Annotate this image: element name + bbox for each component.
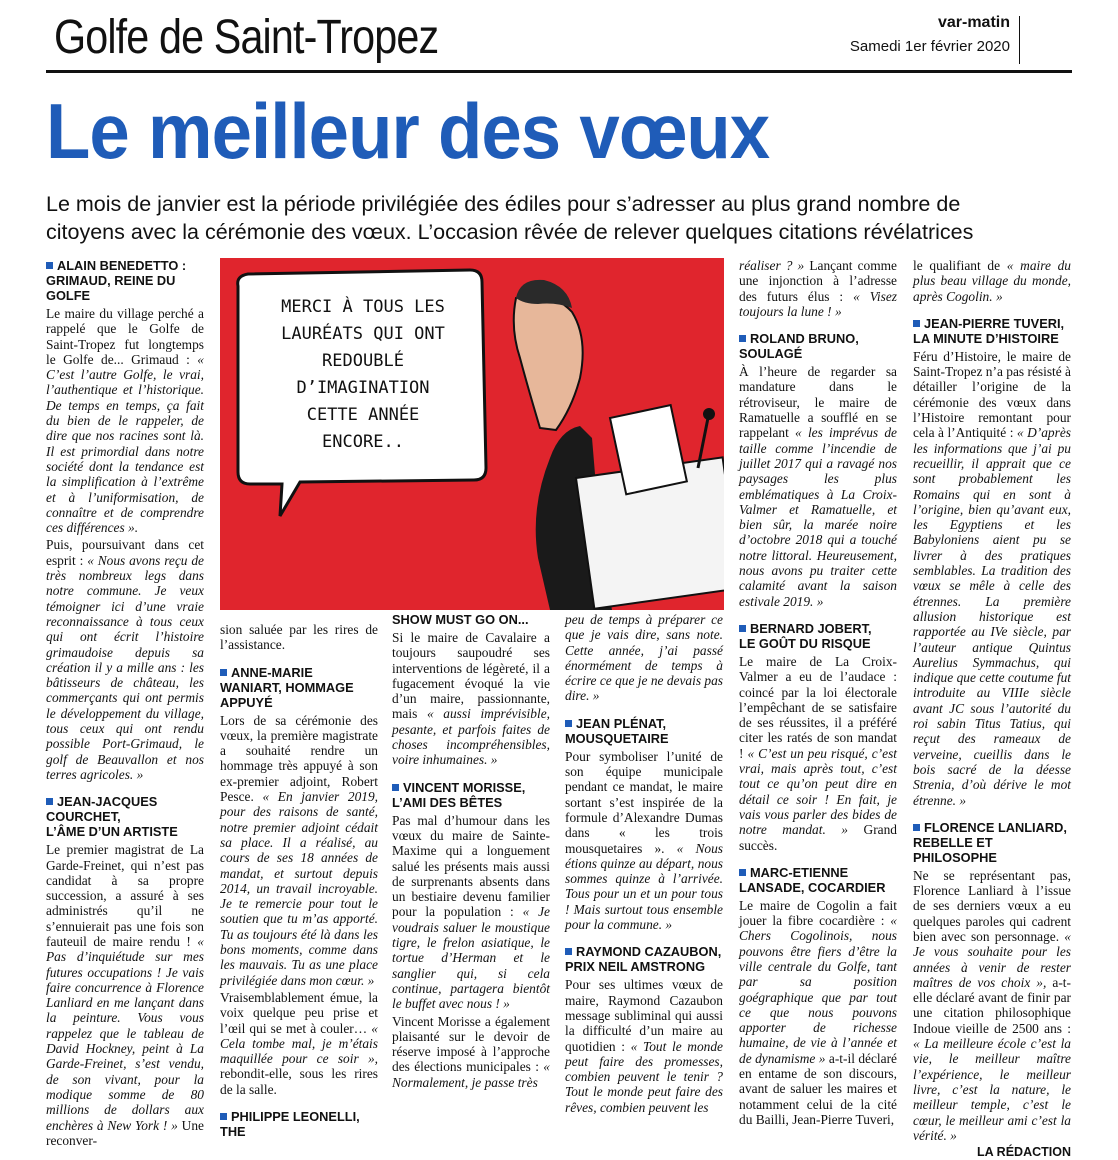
paragraph: le qualifiant de « maire du plus beau village du monde, après Cogolin. »: [913, 258, 1071, 304]
column-1: [46, 258, 204, 1150]
square-bullet-icon: [46, 262, 53, 269]
square-bullet-icon: [220, 1113, 227, 1120]
paragraph: Féru d’Histoire, le maire de Saint-Tropez n’a pas résisté à détailler l’origine de la cérémonie des vœux dans l’Histoire remontant pour cela à l’Antiquité : « D’après les informations que j’ai pu recueillir, il apprait que ce sont probablement les Romains qui en sont à l’origine, bien qu’avant eux, les Egyptiens et les Babyloniens aient pu se livrer à des pratiques semblables. La tradition des vœux se mêle à celle des étrennes. La première allusion historique est rapportée au IVe siècle, par l’auteur antique Quintus Aurelius Symmachus, qui indique que cette coutume fut introduite au VIIIe siècle avant JC sous l’autorité du roi sabin Titus Tatius, qui reçut des rameaux de verveine, cueillis dans le bois sacré de la déesse Strenia, d’où dérive le mot étrenne. »: [913, 348, 1071, 808]
paragraph: Le maire du village perché a rappelé que le Golfe de Saint-Tropez fut longtemps le Golfe de... Grimaud : « C’est l’autre Golfe, le vrai, l’authentique et l’historique. De temps en temps, ça fait du bien de le rappeler, de dire que nos racines sont là. Il est primordial dans notre société dont la tendance est la simplification à l’extrême et à l’uniformisation, de connaître et de comprendre ces différences ».: [46, 306, 204, 536]
subhead: ANNE-MARIE WANIART, HOMMAGE APPUYÉ: [220, 664, 354, 710]
paragraph: Vraisemblablement émue, la voix quelque peu prise et l’œil qui se met à couler… « Cela tombe mal, je m’étais maquillée pour ce soir », rebondit-elle, sous les rires de la salle.: [220, 989, 378, 1097]
square-bullet-icon: [913, 824, 920, 831]
lede-line: citoyens avec la cérémonie des vœux. L’occasion rêvée de relever quelques citations révélatrices: [46, 220, 974, 244]
square-bullet-icon: [739, 625, 746, 632]
column-4: [565, 612, 723, 1117]
paragraph: Vincent Morisse a également plaisanté sur le devoir de réserve imposé à l’approche des élections municipales : « Normalement, je passe très: [392, 1013, 550, 1090]
paragraph: Lors de sa cérémonie des vœux, la première magistrate a souhaité rendre un hommage très appuyé à son ex-premier adjoint, Robert Pesce. « En janvier 2019, pour des raisons de santé, notre premier adjoint cédait sa place. Il a réalisé, au cours de ses 18 années de mandat, et surtout depuis 2014, un travail incroyable. Je te remercie pour tout le soutien que tu m’as apporté. Tu as toujours été là dans les bons moments, comme dans les mauvais. Tu as une place privilégiée dans mon cœur. »: [220, 712, 378, 988]
subhead: VINCENT MORISSE, L’AMI DES BÊTES: [392, 779, 526, 810]
paragraph: Le maire de Cogolin a fait jouer la fibre cocardière : « Chers Cogolinois, nous pouvons être fiers d’être la ville centrale du Golfe, tant par sa position goégraphique que par tout ce que nous pouvons apporter de richesse humaine, de vie à l’année et de dynamisme » a-t-il déclaré en entame de son discours, avant de saluer les maires et notamment celui de la cité du Bailli, Jean-Pierre Tuveri,: [739, 897, 897, 1127]
paragraph: Ne se représentant pas, Florence Lanliard à l’issue de ses derniers vœux a eu quelques paroles qui cadrent bien avec son personnage. « Je vous souhaite pour les années à venir de rester maîtres de vos choix », a-t-elle déclaré avant de finir par une citation philosophique Indoue vieille de 2500 ans : « La meilleure école c’est la vie, le meilleur maître l’expérience, le meilleur livre, c’est la nature, le meilleur temple, c’est le cœur, le meilleur ami c’est la vérité. »: [913, 867, 1071, 1143]
subhead: MARC-ETIENNE LANSADE, COCARDIER: [739, 864, 886, 895]
paragraph: Pour ses ultimes vœux de maire, Raymond Cazaubon message subliminal qui aussi la difficulté d’un maire au quotidien : « Tout le monde peut faire des promesses, combien peuvent le tenir ? Tout le monde peut faire des rêves, combien peuvent les: [565, 977, 723, 1115]
subhead: SHOW MUST GO ON...: [392, 612, 529, 627]
paragraph: peu de temps à préparer ce que je vais dire, sans note. Cette année, j’ai passé énormément de temps à écrire ce que je ne devais pas dire. »: [565, 612, 723, 704]
column-3: [392, 612, 550, 1092]
section-title: Golfe de Saint-Tropez: [54, 11, 439, 64]
lede: [46, 190, 1072, 246]
paragraph: Pas mal d’humour dans les vœux du maire de Sainte-Maxime qui a longuement salué les présents mais aussi de surprenants absents dans un bestiaire devenu familier pour la population : « Je voudrais saluer le moustique tigre, le frelon asiatique, le tortue d’Herman et le sanglier qui, si cela continue, partagera bientôt le buffet avec nous ! »: [392, 812, 550, 1012]
paragraph: Si le maire de Cavalaire a toujours saupoudré ses interventions de légèreté, il a fugacement évoqué la vie d’un maire, passionnante, mais « aussi imprévisible, pesante, et parfois faites de choses incompréhensibles, voire inhumaines. »: [392, 630, 550, 768]
editorial-cartoon: [220, 258, 724, 610]
paragraph: À l’heure de regarder sa mandature dans le rétroviseur, le maire de Ramatuelle a soufflé en se rappelant « les imprévus de taille comme l’incendie de juillet 2017 qui a ravagé nos paysages les plus emblématiques à La Croix-Valmer et Ramatuelle, et bien sûr, la marée noire d’octobre 2018 qui a touché notre littoral. Heureusement, nous avons pu traiter cette calamité avant la saison estivale 2019. »: [739, 364, 897, 609]
square-bullet-icon: [739, 869, 746, 876]
subhead: ALAIN BENEDETTO : GRIMAUD, REINE DU GOLFE: [46, 258, 187, 303]
figure-head: [514, 295, 583, 430]
subhead: BERNARD JOBERT, LE GOÛT DU RISQUE: [739, 620, 872, 651]
paragraph: réaliser ? » Lançant comme une injonction à l’adresse des futurs élus : « Visez toujours la lune ! »: [739, 258, 897, 319]
square-bullet-icon: [913, 320, 920, 327]
top-rule: [46, 70, 1072, 73]
microphone-icon: [703, 408, 715, 420]
speech-bubble-text: MERCI À TOUS LES LAURÉATS QUI ONT REDOUBLÉ D’IMAGINATION CETTE ANNÉE ENCORE..: [281, 297, 445, 452]
column-6: [913, 258, 1071, 1160]
subhead: RAYMOND CAZAUBON, PRIX NEIL AMSTRONG: [565, 944, 722, 975]
newspaper-brand: var-matin: [937, 14, 1010, 31]
issue-date: Samedi 1er février 2020: [849, 38, 1010, 55]
square-bullet-icon: [220, 669, 227, 676]
byline: LA RÉDACTION: [977, 1145, 1071, 1160]
square-bullet-icon: [739, 335, 746, 342]
column-5: [739, 258, 897, 1129]
square-bullet-icon: [392, 784, 399, 791]
column-2: [220, 622, 378, 1142]
square-bullet-icon: [565, 948, 572, 955]
header-divider: [1019, 16, 1020, 64]
page-header: [46, 8, 1072, 68]
subhead: PHILIPPE LEONELLI, THE: [220, 1109, 360, 1140]
paragraph: Le premier magistrat de La Garde-Freinet, qui n’est pas candidat à sa propre succession, a assuré à ses administrés qu’il ne s’ennuierait pas une fois son fauteuil de maire rendu ! « Pas d’inquiétude sur mes futures occupations ! Je vais faire concurrence à Florence Lanliard en me lançant dans la peinture. Vous vous rappelez que le tableau de David Hockney, peint à La Garde-Freinet, s’est vendu, de son vivant, pour la modique somme de 80 millions de dollars aux enchères à New York ! » Une reconver-: [46, 842, 204, 1148]
subhead: JEAN PLÉNAT, MOUSQUETAIRE: [565, 715, 669, 746]
subhead: JEAN-PIERRE TUVERI, LA MINUTE D’HISTOIRE: [913, 315, 1065, 346]
paragraph: Puis, poursuivant dans cet esprit : « Nous avons reçu de très nombreux legs dans notre commune. Je veux témoigner ici d’une vraie reconnaissance à tous ceux qui ont écrit l’histoire grimaudoise depuis sa création il y a mille ans : les bâtisseurs de château, les commerçants qui ont permis le développement du village, tous ceux qui ont rendu possible Port-Grimaud, le golf de Beauvallon et nos terres agricoles. »: [46, 537, 204, 782]
lede-line: Le mois de janvier est la période privilégiée des édiles pour s’adresser au plus grand nombre de: [46, 192, 961, 216]
paragraph: Pour symboliser l’unité de son équipe municipale pendant ce mandat, le maire sortant s’est inspirée de la formule d’Alexandre Dumas dans « les trois mousquetaires ». « Nous étions quinze au départ, nous sommes quinze à l’arrivée. Tous pour un et un pour tous ! Mais surtout tous ensemble pour la commune. »: [565, 748, 723, 933]
subhead: ROLAND BRUNO, SOULAGÉ: [739, 331, 859, 362]
square-bullet-icon: [565, 720, 572, 727]
paragraph: sion saluée par les rires de l’assistance.: [220, 622, 378, 653]
paragraph: Le maire de La Croix-Valmer a eu de l’audace : coincé par la loi électorale l’empêchant de se satisfaire de ses réussites, il a préféré citer les ratés de son mandat ! « C’est un peu risqué, c’est vrai, mais après tout, c’est tout ce qu’on peut dire en détail ce soir ! En fait, je vais vous parler des bides de notre mandat. » Grand succès.: [739, 653, 897, 853]
square-bullet-icon: [46, 798, 53, 805]
headline: Le meilleur des vœux: [46, 87, 770, 175]
subhead: JEAN-JACQUES COURCHET, L’ÂME D’UN ARTISTE: [46, 794, 178, 840]
subhead: FLORENCE LANLIARD, REBELLE ET PHILOSOPHE: [913, 819, 1067, 865]
